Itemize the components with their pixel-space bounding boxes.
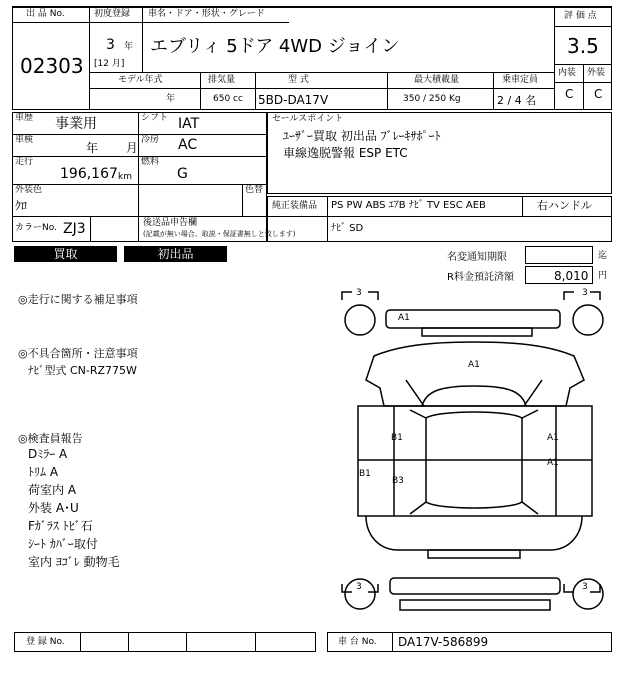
first-reg-label: 初度登録	[94, 9, 131, 19]
name-change-unit: 迄	[598, 251, 608, 261]
max-load-label: 最大積載量	[414, 75, 460, 85]
max-load-value: 350 / 250 Kg	[403, 94, 461, 104]
defects-line: ﾅﾋﾞ型式 CN-RZ775W	[28, 364, 137, 377]
inspector-line: 外装 A･U	[28, 501, 79, 515]
capacity-value: 2 / 4 名	[497, 94, 537, 107]
lot-no-label: 出 品 No.	[26, 9, 65, 19]
corner-label-top-right: 3	[582, 288, 588, 298]
sales-point-label: セールスポイント	[272, 114, 344, 124]
mark-right-front-door: A1	[547, 433, 559, 443]
first-reg-month: [12 月]	[94, 59, 125, 69]
sales-point-line2: 車線逸脱警報 ESP ETC	[283, 146, 408, 160]
mileage-value: 196,167	[60, 166, 118, 182]
inspector-line: 室内 ﾖｺﾞﾚ 動物毛	[28, 555, 120, 569]
rating-label: 評 価 点	[564, 11, 597, 21]
post-items-label: 後送品申告欄	[143, 218, 198, 228]
recycle-unit: 円	[598, 271, 608, 281]
car-damage-diagram	[338, 288, 614, 628]
shift-value: IAT	[178, 116, 200, 132]
buy-badge: 買取	[14, 246, 117, 262]
lot-no: 02303	[20, 54, 84, 78]
mileage-unit: km	[118, 172, 132, 182]
exterior-color-value: ｸﾛ	[15, 199, 28, 213]
mark-left-side: B1	[359, 469, 371, 479]
model-value: 5BD-DA17V	[258, 93, 329, 107]
inspection-value: 年 月	[86, 141, 138, 155]
interior-label: 内装	[558, 68, 577, 78]
model-year-unit: 年	[166, 94, 176, 104]
reg-no-label: 登 録 No.	[26, 637, 65, 647]
mark-front-bumper: A1	[398, 313, 410, 323]
history-value: 事業用	[55, 116, 97, 132]
driving-notes-label: ◎走行に関する補足事項	[18, 293, 138, 306]
displacement-label: 排気量	[208, 75, 236, 85]
first-reg-year-unit: 年	[124, 42, 134, 52]
exterior-label: 外装	[587, 68, 606, 78]
mark-left-front-door: B1	[391, 433, 403, 443]
steering-value: 右ハンドル	[537, 199, 592, 212]
color-no-value: ZJ3	[63, 221, 86, 237]
inspector-line: ﾄﾘﾑ A	[28, 465, 59, 479]
car-name: エブリィ 5ドア 4WD ジョイン	[150, 36, 400, 57]
rating-value: 3.5	[567, 34, 599, 58]
inspection-label: 車検	[15, 135, 34, 145]
fuel-label: 燃料	[141, 157, 160, 167]
inspector-label: ◎検査員報告	[18, 432, 83, 445]
history-label: 車歴	[15, 113, 34, 123]
mark-right-rear-door: A1	[547, 458, 559, 468]
chassis-value: DA17V-586899	[398, 635, 489, 649]
first-reg-year: 3	[106, 37, 115, 53]
post-items-note: (記載が無い場合、取説・保証書無しと致します)	[143, 230, 296, 238]
defects-label: ◎不具合箇所・注意事項	[18, 347, 138, 360]
ac-value: AC	[178, 137, 198, 153]
post-items-value: ﾅﾋﾞ SD	[331, 223, 364, 234]
equipment-value: PS PW ABS ｴｱB ﾅﾋﾞ TV ESC AEB	[331, 200, 486, 211]
name-change-label: 名変通知期限	[447, 252, 507, 263]
inspector-line: 荷室内 A	[28, 483, 77, 497]
capacity-label: 乗車定員	[502, 75, 539, 85]
interior-grade: C	[565, 87, 574, 101]
inspector-line: Dﾐﾗｰ A	[28, 447, 68, 461]
ac-label: 冷房	[141, 135, 160, 145]
corner-label-bottom-right: 3	[582, 582, 588, 592]
color-change-label: 色替	[245, 185, 264, 195]
car-name-label: 車名・ドア・形状・グレード	[148, 9, 265, 19]
sales-point-line1: ﾕｰｻﾞｰ買取 初出品 ﾌﾞﾚｰｷｻﾎﾟｰﾄ	[283, 129, 441, 143]
inspector-line: ｼｰﾄ ｶﾊﾞｰ取付	[28, 537, 98, 551]
displacement-value: 650 cc	[213, 94, 243, 104]
equipment-label: 純正装備品	[272, 201, 318, 211]
first-listing-badge: 初出品	[124, 246, 227, 262]
inspector-line: Fｶﾞﾗｽ ﾄﾋﾞ石	[28, 519, 93, 533]
shift-label: シフト	[141, 113, 169, 123]
mark-left-rear-door: B3	[392, 476, 404, 486]
name-change-box	[525, 246, 593, 264]
fuel-value: G	[177, 166, 188, 182]
exterior-color-label: 外装色	[15, 185, 43, 195]
color-no-label: カラーNo.	[15, 223, 57, 233]
model-year-label: モデル年式	[118, 75, 163, 85]
corner-label-bottom-left: 3	[356, 582, 362, 592]
corner-label-top-left: 3	[356, 288, 362, 298]
recycle-value: 8,010	[554, 269, 589, 283]
exterior-grade: C	[594, 87, 603, 101]
mileage-label: 走行	[15, 157, 34, 167]
chassis-label: 車 台 No.	[338, 637, 377, 647]
recycle-label: R料金預託済額	[447, 272, 514, 283]
mark-hood: A1	[468, 360, 480, 370]
model-label: 型 式	[288, 75, 309, 85]
